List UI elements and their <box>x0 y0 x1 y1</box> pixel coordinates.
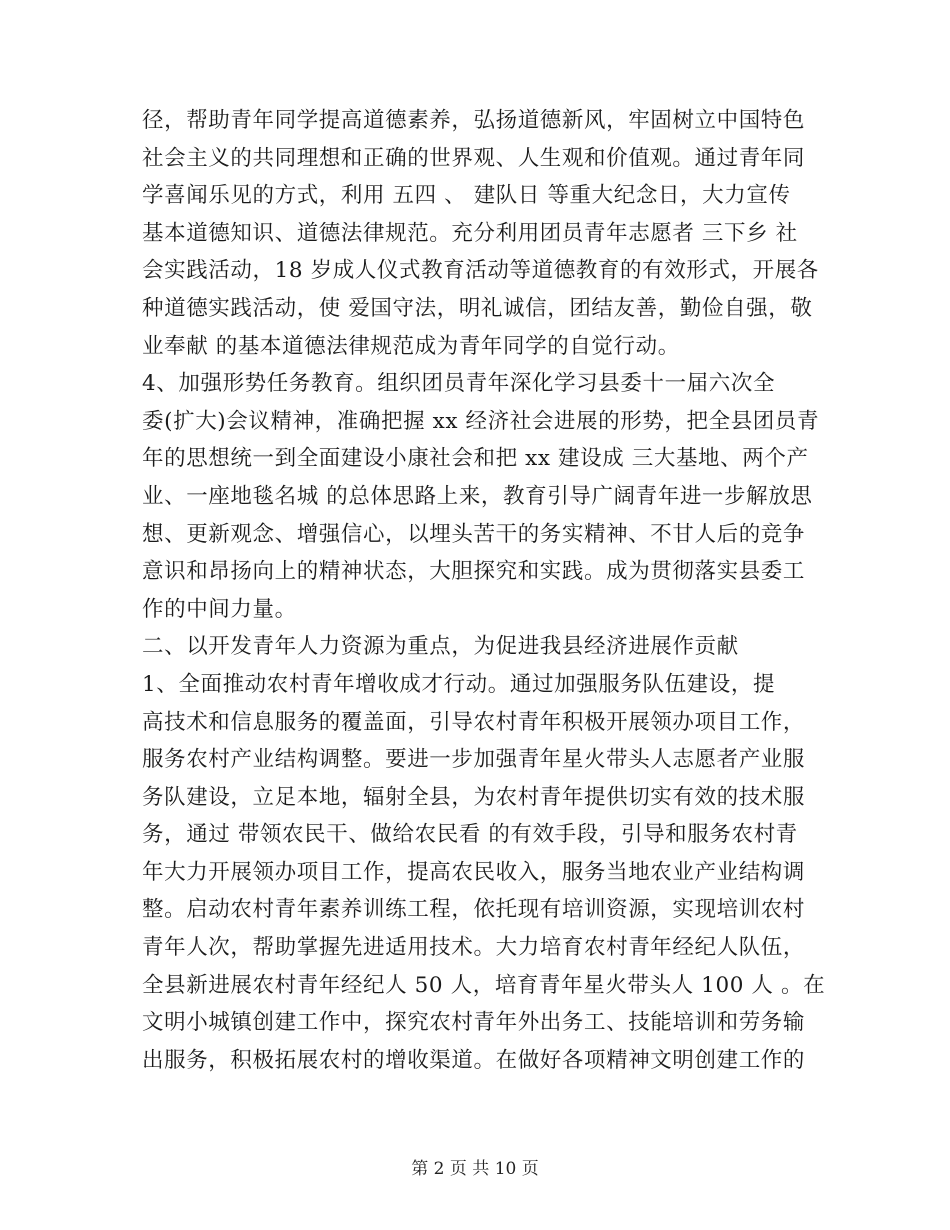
text-line: 高技术和信息服务的覆盖面，引导农村青年积极开展领办项目工作， <box>142 709 806 735</box>
text-line: 径，帮助青年同学提高道德素养，弘扬道德新风，牢固树立中国特色 <box>142 108 806 133</box>
text-line: 种道德实践活动，使 爱国守法，明礼诚信，团结友善，勤俭自强，敬 <box>142 295 813 321</box>
text-line: 出服务，积极拓展农村的增收渠道。在做好各项精神文明创建工作的 <box>142 1047 806 1073</box>
text-line: 社会主义的共同理想和正确的世界观、人生观和价值观。通过青年同 <box>142 145 806 171</box>
text-line: 会实践活动，18 岁成人仪式教育活动等道德教育的有效形式，开展各 <box>142 258 819 284</box>
text-line: 意识和昂扬向上的精神状态，大胆探究和实践。成为贯彻落实县委工 <box>142 559 806 585</box>
page-footer: 第 2 页 共 10 页 <box>411 1159 539 1179</box>
text-line: 青年人次，帮助掌握先进适用技术。大力培育农村青年经纪人队伍， <box>142 935 806 961</box>
text-line: 文明小城镇创建工作中，探究农村青年外出务工、技能培训和劳务输 <box>142 1010 806 1036</box>
text-line: 业、一座地毯名城 的总体思路上来，教育引导广阔青年进一步解放思 <box>142 483 813 509</box>
text-line: 务队建设，立足本地，辐射全县，为农村青年提供切实有效的技术服 <box>142 784 806 810</box>
text-line: 服务农村产业结构调整。要进一步加强青年星火带头人志愿者产业服 <box>142 747 806 773</box>
text-line: 年大力开展领办项目工作，提高农民收入，服务当地农业产业结构调 <box>142 859 806 885</box>
text-line: 学喜闻乐见的方式，利用 五四 、 建队日 等重大纪念日，大力宣传 <box>142 183 791 209</box>
body-text <box>142 102 826 1079</box>
text-line: 年的思想统一到全面建设小康社会和把 xx 建设成 三大基地、两个产 <box>142 446 809 472</box>
text-line: 1、全面推动农村青年增收成才行动。通过加强服务队伍建设，提 <box>142 671 776 697</box>
text-line: 全县新进展农村青年经纪人 50 人，培育青年星火带头人 100 人 。在 <box>142 972 826 998</box>
text-line: 基本道德知识、道德法律规范。充分利用团员青年志愿者 三下乡 社 <box>142 220 798 246</box>
text-line: 委(扩大)会议精神，准确把握 xx 经济社会进展的形势，把全县团员青 <box>142 408 820 434</box>
text-line: 整。启动农村青年素养训练工程，依托现有培训资源，实现培训农村 <box>142 897 806 923</box>
text-line: 作的中间力量。 <box>142 596 297 622</box>
section-heading: 二、以开发青年人力资源为重点，为促进我县经济进展作贡献 <box>142 634 739 660</box>
text-line: 业奉献 的基本道德法律规范成为青年同学的自觉行动。 <box>142 333 680 359</box>
text-line: 务，通过 带领农民干、做给农民看 的有效手段，引导和服务农村青 <box>142 822 798 848</box>
text-line: 想、更新观念、增强信心，以埋头苦干的务实精神、不甘人后的竞争 <box>142 521 806 547</box>
text-line: 4、加强形势任务教育。组织团员青年深化学习县委十一届六次全 <box>142 371 776 397</box>
